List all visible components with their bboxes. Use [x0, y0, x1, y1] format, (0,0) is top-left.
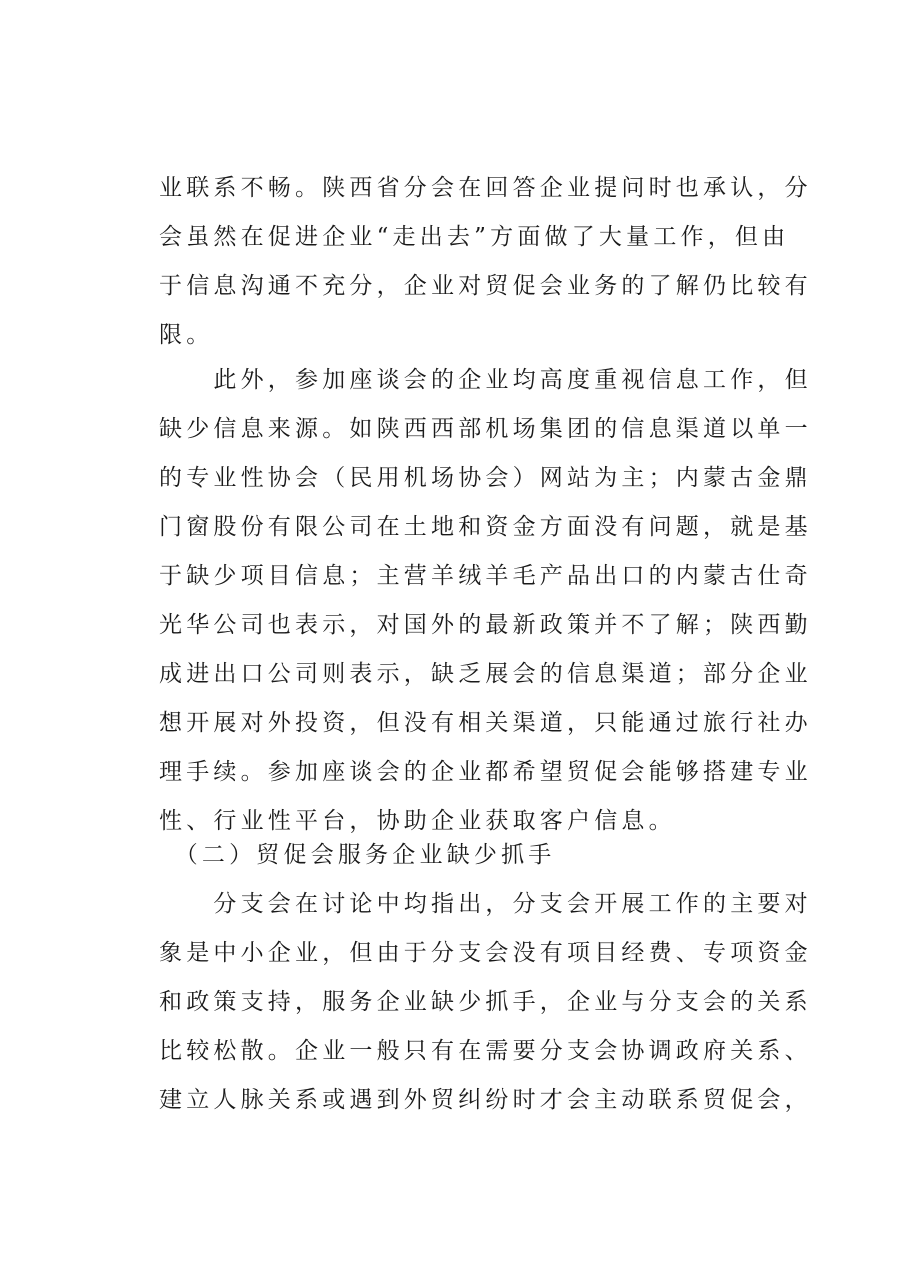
text-line: 于缺少项目信息；主营羊绒羊毛产品出口的内蒙古仕奇 [159, 563, 812, 589]
section-heading [159, 831, 764, 880]
text-line: 建立人脉关系或遇到外贸纠纷时才会主动联系贸促会， [159, 1087, 812, 1113]
heading-text: （二）贸促会服务企业缺少抓手 [159, 842, 556, 868]
text-line: 业联系不畅。陕西省分会在回答企业提问时也承认，分 [159, 175, 812, 201]
text-line: 光华公司也表示，对国外的最新政策并不了解；陕西勤 [159, 612, 812, 638]
text-line: 理手续。参加座谈会的企业都希望贸促会能够搭建专业 [159, 759, 812, 785]
text-line: 此外，参加座谈会的企业均高度重视信息工作，但 [159, 367, 812, 393]
text-line: 门窗股份有限公司在土地和资金方面没有问题，就是基 [159, 514, 812, 540]
text-line: 限。 [159, 322, 214, 348]
text-line: 想开展对外投资，但没有相关渠道，只能通过旅行社办 [159, 710, 812, 736]
text-line: 会虽然在促进企业“走出去”方面做了大量工作，但由 [159, 224, 790, 250]
text-line: 分支会在讨论中均指出，分支会开展工作的主要对 [159, 891, 812, 917]
text-line: 缺少信息来源。如陕西西部机场集团的信息渠道以单一 [159, 416, 812, 442]
paragraph-2 [159, 356, 812, 846]
text-line: 象是中小企业，但由于分支会没有项目经费、专项资金 [159, 940, 812, 966]
text-line: 的专业性协会（民用机场协会）网站为主；内蒙古金鼎 [159, 465, 812, 491]
text-line: 成进出口公司则表示，缺乏展会的信息渠道；部分企业 [159, 661, 812, 687]
paragraph-1 [159, 164, 812, 360]
text-line: 和政策支持，服务企业缺少抓手，企业与分支会的关系 [159, 989, 812, 1015]
text-line: 于信息沟通不充分，企业对贸促会业务的了解仍比较有 [159, 273, 812, 299]
text-line: 性、行业性平台，协助企业获取客户信息。 [159, 808, 676, 834]
paragraph-3 [159, 880, 812, 1125]
text-line: 比较松散。企业一般只有在需要分支会协调政府关系、 [159, 1038, 812, 1064]
